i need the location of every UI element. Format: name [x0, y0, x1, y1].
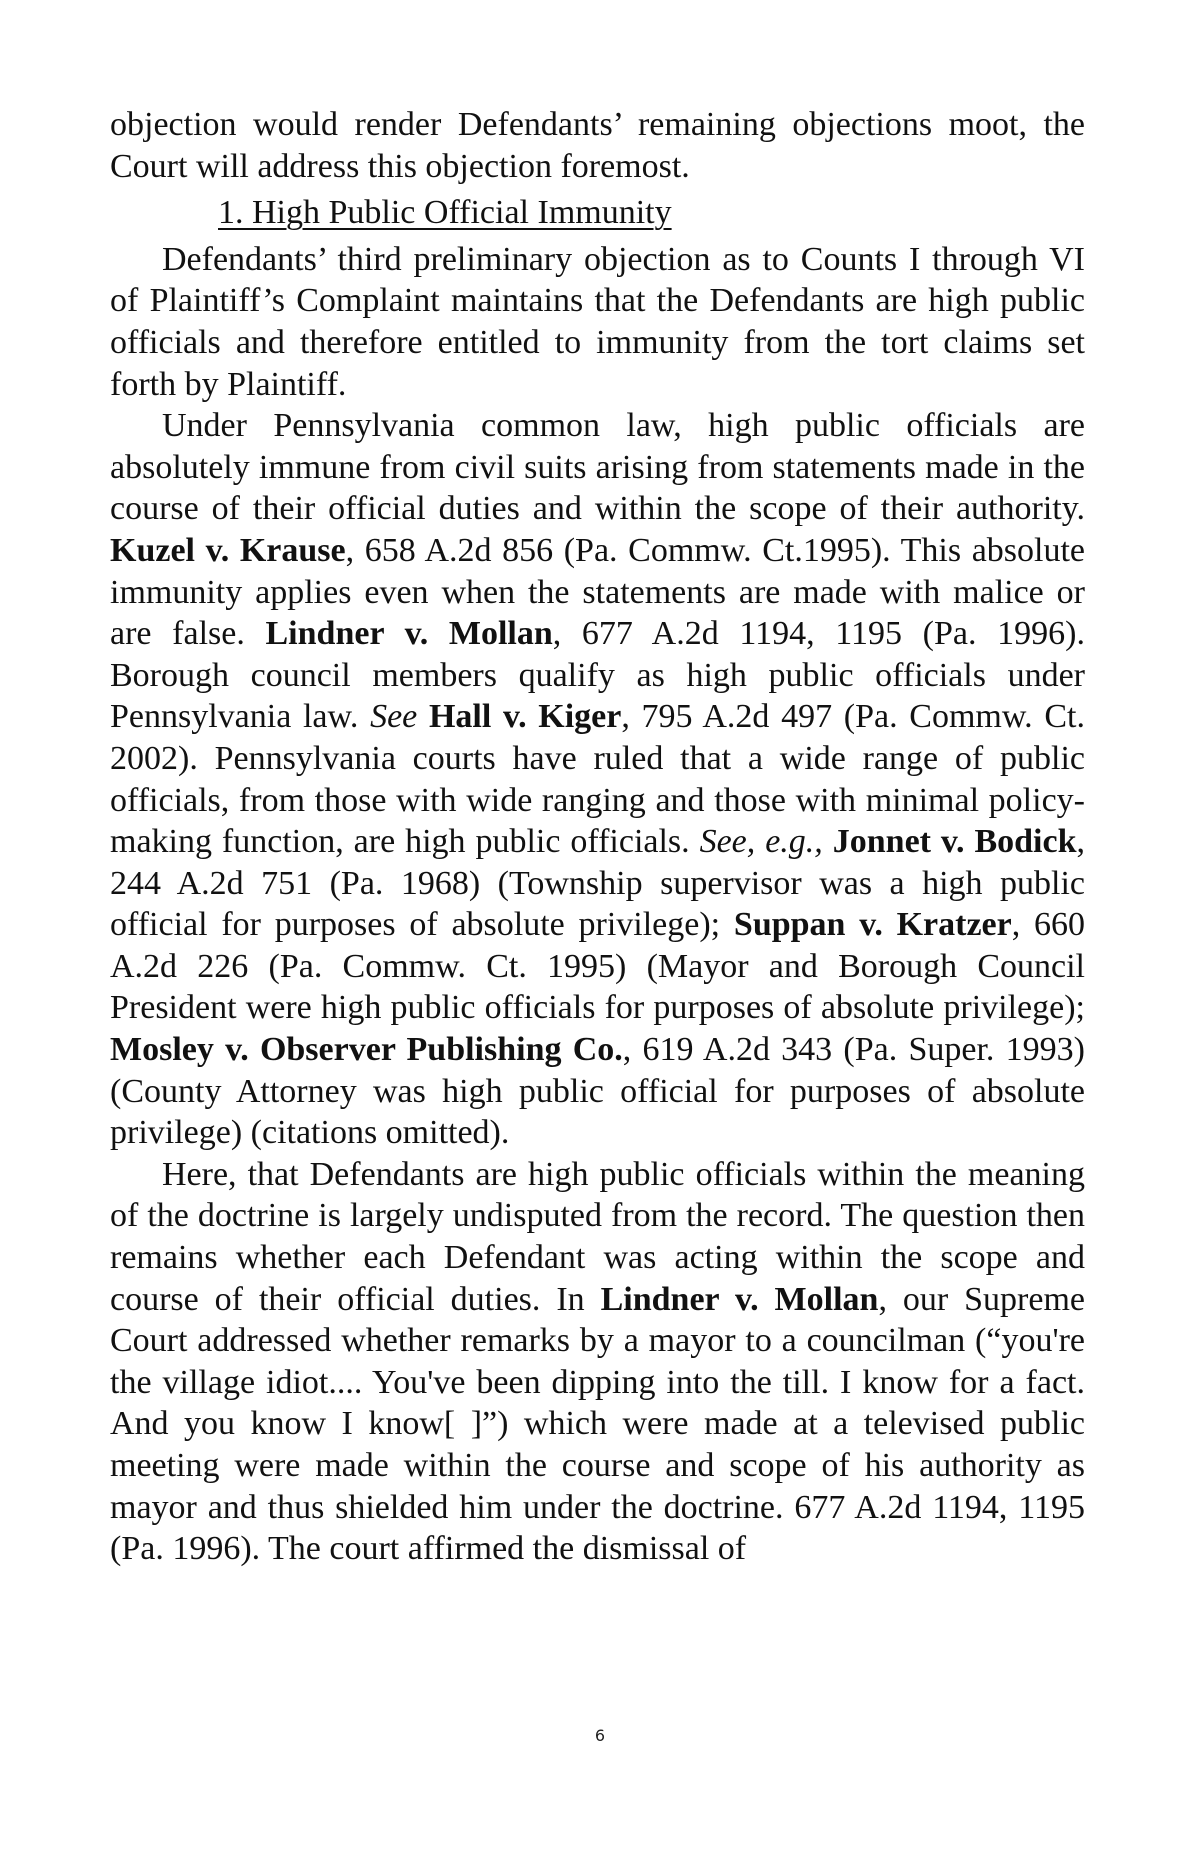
paragraph-text — [823, 823, 833, 860]
paragraph-text: , 658 A.2d 856 (Pa. Commw. Ct.1995). This absolute immunity applies even when the statements are made with malice or are false. — [110, 531, 1085, 653]
case-citation: Hall v. Kiger — [428, 698, 622, 736]
case-citation: Lindner v. Mollan — [600, 1280, 879, 1318]
signal-word: See — [370, 698, 418, 736]
case-citation: Suppan v. Kratzer — [733, 906, 1012, 944]
section-heading-text: 1. High Public Official Immunity — [218, 194, 672, 232]
paragraph-text: Under Pennsylvania common law, high public officials are absolutely immune from civil suits arising from statements made in the course of their official duties and within the scope of their authority. — [110, 407, 1085, 528]
paragraph-text: , 795 A.2d 497 (Pa. Commw. Ct. 2002). Pennsylvania courts have ruled that a wide range of public officials, from those with wide ranging and those with minimal policy-making function, are high public officials. — [110, 698, 1085, 861]
paragraph-2 — [110, 405, 1085, 1154]
intro-paragraph — [110, 104, 1085, 187]
page-number: 6 — [594, 1726, 606, 1745]
intro-text: objection would render Defendants’ remaining objections moot, the Court will address this objection foremost. — [110, 106, 1085, 185]
case-citation: Jonnet v. Bodick — [832, 823, 1077, 861]
paragraph-text — [417, 698, 429, 735]
signal-word: See, e.g., — [699, 823, 823, 861]
paragraph-text: , 660 A.2d 226 (Pa. Commw. Ct. 1995) (Mayor and Borough Council President were high public officials for purposes of absolute privilege); — [110, 906, 1086, 1027]
paragraph-text: , 677 A.2d 1194, 1195 (Pa. 1996). Borough council members qualify as high public officials under Pennsylvania law. — [110, 615, 1085, 736]
case-citation: Lindner v. Mollan — [265, 615, 553, 653]
case-citation: Mosley v. Observer Publishing Co. — [110, 1031, 623, 1069]
paragraph-text: Here, that Defendants are high public officials within the meaning of the doctrine is largely undisputed from the record. The question then remains whether each Defendant was acting within the scope and course of their official duties. In — [110, 1155, 1085, 1318]
paragraph-1 — [110, 239, 1085, 405]
paragraph-1-text: Defendants’ third preliminary objection as to Counts I through VI of Plaintiff’s Complaint maintains that the Defendants are high public officials and therefore entitled to immunity from the tort claims set forth by Plaintiff. — [110, 240, 1085, 403]
paragraph-text: , 619 A.2d 343 (Pa. Super. 1993) (County Attorney was high public official for purposes of absolute privilege) (citations omitted). — [110, 1031, 1085, 1152]
paragraph-3 — [110, 1154, 1085, 1570]
case-citation: Kuzel v. Krause — [110, 531, 346, 569]
body-text — [110, 104, 1085, 1570]
paragraph-text: , our Supreme Court addressed whether remarks by a mayor to a councilman (“you're the village idiot.... You've been dipping into the till. I know for a fact. And you know I know[ ]”) which were made at a televised public meeting were made within the course and scope of his authority as mayor and thus shielded him under the doctrine. 677 A.2d 1194, 1195 (Pa. 1996). The court affirmed the dismissal of — [110, 1280, 1086, 1568]
section-heading — [110, 192, 1085, 234]
paragraph-text: , 244 A.2d 751 (Pa. 1968) (Township supervisor was a high public official for purposes of absolute privilege); — [110, 823, 1086, 944]
